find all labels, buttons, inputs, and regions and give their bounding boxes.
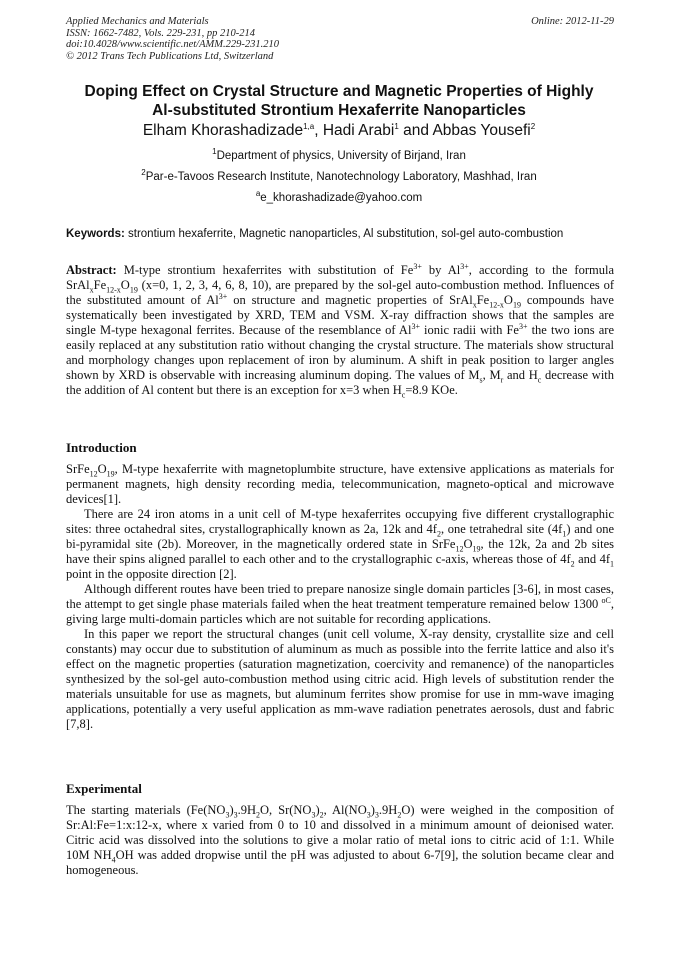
- experimental-paragraph: [66, 803, 614, 878]
- author-1-sup: 1,a: [303, 121, 315, 131]
- abstract-text: the two ions are easily replaced at any substitution ratio without changing the crystal structure. The materials show structural and morphology changes upon replacement of iron by aluminum. A shift in peak position to larger angles shown by XRD is observable with increasing aluminum doping. The values of M: [66, 323, 614, 382]
- sub: x: [472, 300, 477, 310]
- sub: 2: [436, 529, 441, 539]
- experimental-body: [66, 803, 614, 878]
- text: O: [463, 537, 473, 551]
- text: ): [229, 803, 234, 817]
- sub: r: [500, 375, 504, 385]
- issn: ISSN: 1662-7482, Vols. 229-231, pp 210-214: [66, 27, 255, 39]
- sub: 2: [570, 559, 575, 569]
- text: and 4f: [574, 552, 610, 566]
- sup: 3+: [413, 261, 422, 271]
- text: ): [370, 803, 375, 817]
- text: O: [97, 462, 107, 476]
- sub: 3: [233, 810, 238, 820]
- text: .9H: [237, 803, 257, 817]
- author-1: Elham Khorashadizade: [142, 122, 304, 139]
- authors: [60, 122, 618, 140]
- sub: 2: [397, 810, 402, 820]
- text: The starting materials (Fe(NO: [66, 803, 226, 817]
- intro-paragraph-4: In this paper we report the structural changes (unit cell volume, X-ray density, crystallite size and cell constants) may occur due to substitution of aluminum as much as possible into the ferrite lattice and also it's effect on the magnetic properties (saturation magnetization, coercivity and remanence) of the nanoparticles synthesized by the sol-gel auto-combustion method using citric acid. High levels of substitution render the materials unsuitable for use as magnets, but aluminum ferrites show promise for use in mm-wave imaging applications, potentially a very useful application as mm-wave radiation penetrates aerosols, dust and fabric [7,8].: [66, 627, 614, 731]
- sub: 19: [129, 285, 138, 295]
- sub: 3: [311, 810, 316, 820]
- sup: 3+: [460, 261, 469, 271]
- sub: x: [89, 285, 94, 295]
- text: , one tetrahedral site (4f: [440, 522, 563, 536]
- sub: 3: [225, 810, 230, 820]
- sub: 19: [512, 300, 521, 310]
- title-line-1: Doping Effect on Crystal Structure and Magnetic Properties of Highly: [84, 83, 594, 100]
- copyright: © 2012 Trans Tech Publications Ltd, Switzerland: [66, 50, 274, 62]
- aff-2-sup: 2: [141, 168, 146, 178]
- affiliation-1: [60, 147, 618, 162]
- aff-1-sup: 1: [212, 147, 217, 157]
- affiliation-2: [60, 168, 618, 183]
- text: .9H: [378, 803, 398, 817]
- text: , Al(NO: [323, 803, 367, 817]
- keywords-text: strontium hexaferrite, Magnetic nanoparticles, Al substitution, sol-gel auto-combustion: [128, 228, 564, 240]
- sub: s: [479, 375, 483, 385]
- abstract-text: =8.9 KOe.: [405, 383, 458, 397]
- abstract-text: on structure and magnetic properties of SrAl: [227, 293, 473, 307]
- email-link[interactable]: e_khorashadizade@yahoo.com: [260, 192, 423, 204]
- intro-paragraph-3: [66, 582, 614, 627]
- text: , the 12k, 2a and 2b sites have their spins aligned parallel to each other and to the crystallographic c-axis, whereas those of 4f: [66, 537, 614, 566]
- sup: oC: [601, 595, 611, 605]
- online-date: Online: 2012-11-29: [531, 16, 614, 27]
- sub: 19: [472, 544, 481, 554]
- introduction-body: [66, 462, 614, 732]
- author-3: and Abbas Yousefi: [398, 122, 531, 139]
- sub: 4: [111, 855, 116, 865]
- sub: 2: [319, 810, 324, 820]
- sub: 3: [374, 810, 379, 820]
- abstract-text: by Al: [421, 263, 461, 277]
- text: , M-type hexaferrite with magnetoplumbite structure, have extensive applications as materials for permanent magnets, high density recording media, telecommunication, magneto-optical and microwave devices[1].: [66, 462, 614, 506]
- doi: doi:10.4028/www.scientific.net/AMM.229-231.210: [66, 39, 279, 50]
- text: There are 24 iron atoms in a unit cell of M-type hexaferrites occupying five different crystallographic sites: three octahedral sites, crystallographically known as 2a, 12k and 4f: [66, 507, 614, 536]
- abstract-text: , M: [482, 368, 501, 382]
- sub: 12: [89, 469, 98, 479]
- sup: 3+: [411, 321, 420, 331]
- sub: 12: [455, 544, 464, 554]
- abstract-text: decrease with the addition of Al content but there is an exception for x=3 when H: [66, 368, 615, 397]
- intro-paragraph-2: [66, 507, 614, 582]
- sub: 2: [256, 810, 261, 820]
- page-header: [66, 16, 614, 62]
- experimental-heading: Experimental: [66, 781, 142, 796]
- text: O) were weighed in the composition of Sr:Al:Fe=1:x:12-x, where x varied from 0 to 10 and dissolved in a minimum amount of deionised water. Citric acid was dissolved into the solutions to give a molar ratio of metal ions to citric acid of 1:1. While 10M NH: [66, 803, 615, 862]
- text: SrFe: [66, 462, 90, 476]
- text: OH was added dropwise until the pH was adjusted to about 6-7[9], the solution became clear and homogeneous.: [66, 848, 614, 877]
- sub: 1: [609, 559, 614, 569]
- text: , giving large multi-domain particles which are not suitable for recording applications.: [66, 597, 614, 626]
- abstract: [66, 263, 614, 398]
- text: point in the opposite direction [2].: [66, 567, 237, 581]
- abstract-text: M-type strontium hexaferrites with substitution of Fe: [123, 263, 414, 277]
- sup: 3+: [518, 321, 528, 331]
- sub: c: [401, 390, 406, 400]
- email-sup: a: [255, 189, 261, 199]
- abstract-text: Fe: [93, 278, 107, 292]
- abstract-text: compounds have systematically been investigated by XRD, TEM and VSM. X-ray diffraction shows that the samples are single M-type hexagonal ferrites. Because of the resemblance of Al: [66, 293, 614, 337]
- introduction-heading: Introduction: [66, 440, 137, 455]
- journal-name: Applied Mechanics and Materials: [66, 16, 209, 27]
- sub: 1: [562, 529, 567, 539]
- title-line-2: Al-substituted Strontium Hexaferrite Nanoparticles: [152, 102, 526, 119]
- abstract-text: , according to the formula SrAl: [66, 263, 614, 292]
- abstract-text: O: [120, 278, 130, 292]
- keywords-label: Keywords:: [66, 228, 125, 240]
- sup: 3+: [218, 291, 228, 301]
- sub: c: [537, 375, 542, 385]
- sub: 12-x: [489, 300, 504, 310]
- aff-2-text: Par-e-Tavoos Research Institute, Nanotechnology Laboratory, Mashhad, Iran: [145, 171, 537, 183]
- text: ): [315, 803, 320, 817]
- keywords: [66, 228, 626, 240]
- sub: 3: [366, 810, 371, 820]
- author-2-sup: 1: [394, 121, 399, 131]
- abstract-text: (x=0, 1, 2, 3, 4, 6, 8, 10), are prepared by the sol-gel auto-combustion method. Influences of the substituted amount of Al: [66, 278, 614, 307]
- intro-paragraph-1: [66, 462, 614, 507]
- paper-title: [60, 82, 618, 120]
- email: [60, 189, 618, 204]
- aff-1-text: Department of physics, University of Birjand, Iran: [216, 150, 466, 162]
- text: Although different routes have been tried to prepare nanosize single domain particles [3-6], in most cases, the attempt to get single phase materials failed when the heat treatment temperature remained below 1300: [66, 582, 614, 611]
- author-3-sup: 2: [530, 121, 536, 131]
- text: O, Sr(NO: [260, 803, 312, 817]
- abstract-text: ionic radii with Fe: [419, 323, 519, 337]
- abstract-label: Abstract:: [66, 263, 117, 277]
- sub: 12-x: [106, 285, 121, 295]
- text: ) and one bi-pyramidal site (2b). Moreover, in the magnetically ordered state in SrFe: [66, 522, 614, 551]
- author-2: , Hadi Arabi: [314, 122, 395, 139]
- abstract-text: and H: [503, 368, 538, 382]
- abstract-text: O: [503, 293, 513, 307]
- abstract-text: Fe: [476, 293, 490, 307]
- sub: 19: [106, 469, 115, 479]
